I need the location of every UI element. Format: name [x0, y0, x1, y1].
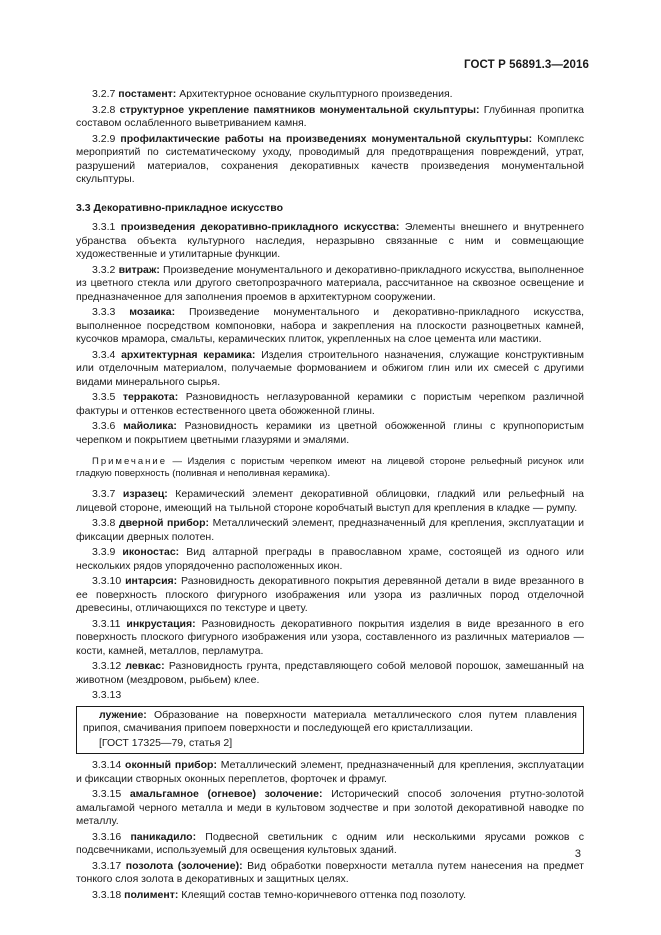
entry-number: 3.2.7	[92, 88, 116, 100]
entry-term: мозаика:	[129, 306, 176, 318]
entry-definition: Исторический способ золочения ртутно-золотой амальгамой черного металла и меди в культовом зодчестве и при золотой декоративной наводке по металлу.	[76, 788, 584, 827]
entry-definition: Вид обработки поверхности металла путем нанесения на предмет тонкого слоя золота в декоративных и защитных целях.	[76, 859, 584, 885]
entry-definition: Металлический элемент, предназначенный для крепления, эксплуатации и фиксации дверных полотен.	[76, 517, 584, 543]
entry-term: профилактические работы на произведениях монументальной скульптуры:	[120, 132, 533, 145]
entry-term: паникадило:	[130, 830, 197, 843]
entry-number: 3.3.12	[92, 660, 122, 672]
entry-number: 3.3.8	[92, 517, 116, 529]
term-entry	[76, 349, 584, 390]
entry-term: амальгамное (огневое) золочение:	[129, 788, 323, 800]
entry-term: витраж:	[118, 263, 160, 276]
entry-definition: Элементы внешнего и внутреннего убранства объекта культурного наследия, неразрывно связанные с ним и совмещающие художественные и утилитарные функции.	[76, 221, 584, 260]
entry-number: 3.3.2	[92, 263, 116, 276]
entry-definition: Архитектурное основание скульптурного произведения.	[176, 88, 453, 100]
term-entry	[76, 306, 584, 347]
section-title: 3.3 Декоративно-прикладное искусство	[76, 201, 284, 214]
term-entry	[76, 618, 584, 659]
entry-definition: Произведение монументального и декоративно-прикладного искусства, выполненное из цветного стекла или другого светопрозрачного материала, рассчитанное на сквозное освещение и предназначенное для заполнения проемов в архитектурном сооружении.	[76, 263, 585, 303]
entry-number: 3.3.9	[92, 546, 116, 558]
entry-term: левкас:	[125, 660, 165, 672]
entry-term: майолика:	[123, 420, 177, 432]
entry-term: полимент:	[124, 888, 179, 901]
entry-number: 3.3.16	[92, 830, 122, 843]
term-entry	[76, 546, 584, 573]
entry-number: 3.3.3	[92, 306, 116, 318]
document-body	[76, 88, 584, 904]
entry-definition: Разновидность керамики из цветной обожженной глины с крупнопористым черепком и покрытием цветными глазурями и эмалями.	[76, 420, 585, 446]
entry-number: 3.3.14	[92, 759, 122, 771]
term-entry	[76, 488, 584, 515]
entry-term: терракота:	[122, 391, 179, 403]
term-entry	[76, 420, 584, 447]
note	[76, 456, 584, 480]
note-text: — Изделия с пористым черепком имеют на лицевой стороне рельефный рисунок или гладкую поверхность (поливная и неполивная керамика).	[76, 456, 584, 479]
term-entry	[76, 391, 584, 418]
term-entry	[76, 264, 584, 305]
term-entry	[76, 88, 584, 102]
entry-definition: Изделия строительного назначения, служащие конструктивным или отделочным материалом, получаемые формованием и обжигом глин или их смесей с другими видами минерального сырья.	[76, 348, 584, 388]
entry-definition: Разновидность декоративного покрытия изделия в виде врезанного в его поверхность плоского фигурного изображения или узора, составленного из различных материалов — кости, камней, металлов, перламутра.	[76, 617, 584, 657]
term-entry	[76, 221, 584, 262]
term-entry	[76, 517, 584, 544]
note-label: Примечание	[92, 456, 167, 467]
entry-definition: Клеящий состав темно-коричневого оттенка под позолоту.	[178, 888, 466, 901]
entry-term: структурное укрепление памятников монументальной скульптуры:	[119, 103, 480, 116]
entry-term: постамент:	[118, 88, 177, 100]
entry-definition: Подвесной светильник с одним или несколькими ярусами рожков с подсвечниками, используемый для освещения культовых зданий.	[76, 830, 584, 856]
entry-number: 3.3.4	[92, 348, 116, 361]
entry-number: 3.3.17	[92, 859, 122, 872]
entry-term: позолота (золочение):	[125, 859, 243, 872]
framed-definition-box	[76, 706, 584, 755]
entry-term: дверной прибор:	[118, 517, 210, 529]
entry-term: интарсия:	[125, 575, 178, 587]
entry-definition: Глубинная пропитка составом ослабленного выветриванием камня.	[76, 103, 585, 129]
term-entry	[76, 575, 584, 616]
framed-reference: [ГОСТ 17325—79, статья 2]	[99, 736, 233, 749]
page-header-standard: ГОСТ Р 56891.3—2016	[464, 59, 589, 71]
term-entry	[76, 104, 584, 131]
entry-definition: Керамический элемент декоративной облицовки, гладкий или рельефный на лицевой стороне, имеющий на тыльной стороне коробчатый выступ для крепления в кладке — румпу.	[76, 488, 584, 514]
term-entry	[76, 759, 584, 786]
entry-term: оконный прибор:	[125, 759, 217, 771]
entry-number: 3.3.18	[92, 888, 122, 901]
entry-number: 3.3.5	[92, 391, 116, 403]
term-entry	[76, 660, 584, 687]
entry-term: лужение:	[99, 708, 147, 721]
entry-definition: Разновидность неглазурованной керамики с пористым черепком различной фактуры и оттенков естественного цвета обожженной глины.	[76, 391, 584, 417]
term-entry	[76, 831, 584, 858]
term-entry	[76, 133, 584, 187]
entry-term: изразец:	[122, 488, 168, 500]
entry-number: 3.3.11	[92, 617, 121, 630]
term-entry	[76, 788, 584, 829]
entry-term: иконостас:	[122, 546, 180, 558]
entry-definition: Разновидность грунта, представляющего собой меловой порошок, замешанный на животном (мездровом, рыбьем) клее.	[76, 660, 585, 686]
page-number: 3	[574, 848, 581, 860]
entry-definition: Комплекс мероприятий по систематическому уходу, проводимый для предотвращения повреждений, утрат, разрушений материалов, сохранения декоративных качеств произведения монументальной скульптуры.	[76, 132, 584, 185]
framed-entry-number: 3.3.13	[92, 689, 122, 701]
entry-definition: Металлический элемент, предназначенный для крепления, эксплуатации и фиксации створных оконных переплетов, форточек и фрамуг.	[76, 759, 584, 785]
term-entry	[76, 889, 584, 903]
framed-definition	[83, 709, 577, 736]
entry-definition: Вид алтарной преграды в православном храме, состоящей из одного или нескольких рядов упорядоченно расположенных икон.	[76, 546, 584, 572]
entry-number: 3.3.7	[92, 488, 116, 500]
entry-number: 3.3.15	[92, 788, 122, 800]
entry-number: 3.3.10	[92, 575, 122, 587]
entry-term: инкрустация:	[126, 617, 196, 630]
entry-number: 3.3.6	[92, 420, 116, 432]
entry-term: архитектурная керамика:	[121, 348, 256, 361]
entry-definition: Разновидность декоративного покрытия деревянной детали в виде врезанного в ее поверхность плоского фигурного изображения или узора из различных пород отделочной древесины, отличающихся по текстуре и цвету.	[76, 575, 584, 614]
entry-number: 3.2.8	[92, 103, 116, 116]
term-entry	[76, 860, 584, 887]
entry-definition: Образование на поверхности материала металлического слоя путем плавления припоя, смачивания припоем поверхности и последующей его кристаллизации.	[83, 708, 577, 734]
entry-term: произведения декоративно-прикладного искусства:	[120, 221, 400, 233]
entry-number: 3.2.9	[92, 132, 116, 145]
entry-number: 3.3.1	[92, 221, 116, 233]
entry-definition: Произведение монументального и декоративно-прикладного искусства, выполненное посредством компоновки, набора и закрепления на плоскости разноцветных камней, кусочков мрамора, смальты, керамических плиток, укрепленных на слое цемента или мастики.	[76, 306, 584, 345]
